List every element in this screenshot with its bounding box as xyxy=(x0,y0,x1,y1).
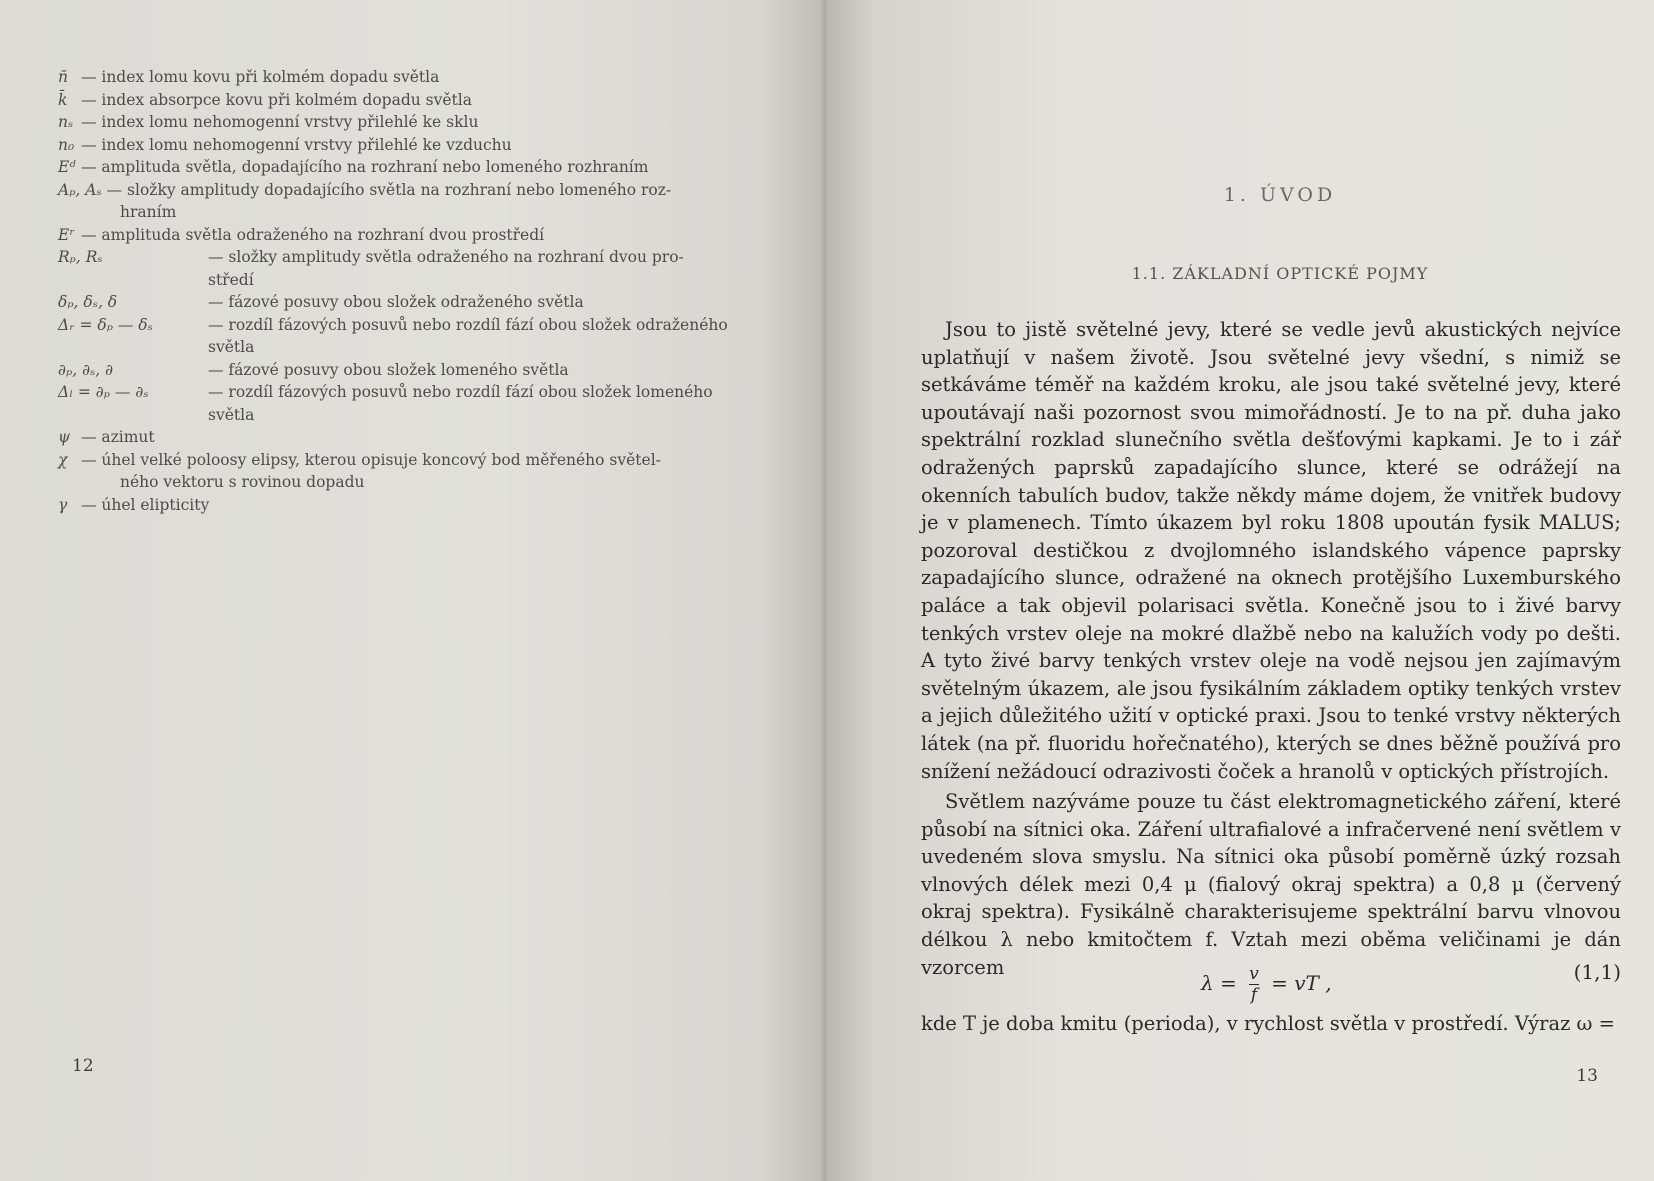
symbol-row xyxy=(58,224,758,247)
symbol: γ xyxy=(58,495,68,514)
formula-number: (1,1) xyxy=(1573,960,1621,984)
symbol-row xyxy=(58,449,758,494)
symbol-row xyxy=(58,111,758,134)
formula-fraction xyxy=(1249,964,1259,1005)
symbol-text xyxy=(208,246,758,291)
symbol-description: — index absorpce kovu při kolmém dopadu světla xyxy=(80,90,472,109)
symbol-description: — azimut xyxy=(80,428,155,446)
symbol-description: — složky amplitudy světla odraženého na rozhraní dvou pro- xyxy=(208,248,684,266)
symbol-row xyxy=(58,66,758,89)
symbol: nₛ xyxy=(58,113,74,131)
symbol-text xyxy=(208,314,758,359)
symbol-description: — index lomu nehomogenní vrstvy přilehlé ke sklu xyxy=(80,113,479,131)
symbol-description: — amplituda světla odraženého na rozhraní dvou prostředí xyxy=(80,225,545,244)
formula-expression xyxy=(1201,964,1332,1005)
symbol-description-continuation: světla xyxy=(208,338,255,356)
symbol: k̄ xyxy=(58,90,68,109)
formula-numerator: v xyxy=(1249,964,1259,984)
symbol-row xyxy=(58,156,758,179)
symbol-description: — amplituda světla, dopadajícího na rozhraní nebo lomeného rozhraním xyxy=(80,158,649,176)
formula-1-1 xyxy=(921,950,1621,1005)
symbol-description-continuation: ného vektoru s rovinou dopadu xyxy=(120,473,365,491)
symbol-row xyxy=(58,314,758,359)
symbol-text xyxy=(81,113,479,131)
symbol: ∂ₚ, ∂ₛ, ∂ xyxy=(58,360,114,379)
symbol-description-continuation: středí xyxy=(208,270,254,289)
symbol: δₚ, δₛ, δ xyxy=(58,293,118,311)
symbol-row xyxy=(58,359,758,382)
symbol-description: — rozdíl fázových posuvů nebo rozdíl fází obou složek odraženého xyxy=(208,315,728,334)
symbol-row xyxy=(58,291,758,314)
symbol-text xyxy=(208,359,758,382)
symbol: Rₚ, Rₛ xyxy=(58,248,103,266)
symbol-text xyxy=(81,226,544,244)
symbol-text xyxy=(208,381,758,426)
symbol-row xyxy=(58,381,758,426)
symbol-description: — fázové posuvy obou složek lomeného světla xyxy=(208,360,569,379)
symbol-text xyxy=(81,68,439,86)
symbol: Eʳ xyxy=(58,225,75,244)
left-page xyxy=(0,0,826,1181)
paragraph-2: Světlem nazýváme pouze tu část elektromagnetického záření, které působí na sítnici oka. Záření ultrafialové a infračervené není světlem v uvedeném slova smyslu. Na sítnici oka působí poměrně úzký rozsah vlnových délek mezi 0,4 μ (fialový okraj spektra) a 0,8 μ (červený okraj spektra). Fysikálně charakterisujeme spektrální barvu vlnovou délkou λ nebo kmitočtem f. Vztah mezi oběma veličinami je dán vzorcem xyxy=(921,790,1621,979)
symbol-row xyxy=(58,494,758,517)
symbol: ψ xyxy=(58,428,71,446)
symbol-description: — úhel elipticity xyxy=(80,495,210,514)
chapter-title: 1. ÚVOD xyxy=(1223,184,1337,206)
symbol-row xyxy=(58,246,758,291)
symbol-row xyxy=(58,179,758,224)
symbol-description-continuation: hraním xyxy=(120,203,177,221)
symbol-row xyxy=(58,89,758,112)
formula-lhs: λ = xyxy=(1201,971,1237,995)
symbol: n̄ xyxy=(58,68,68,86)
symbol-description: — index lomu nehomogenní vrstvy přilehlé ke vzduchu xyxy=(80,135,512,154)
section-title: 1.1. ZÁKLADNÍ OPTICKÉ POJMY xyxy=(1131,264,1429,283)
symbol: Δᵣ = δₚ — δₛ xyxy=(58,315,153,334)
body-text xyxy=(921,316,1621,981)
symbol-text xyxy=(81,496,209,514)
symbol-text xyxy=(81,91,472,109)
symbol-text xyxy=(208,291,758,314)
formula-rhs: = vT , xyxy=(1271,971,1332,995)
symbol: Aₚ, Aₛ xyxy=(58,180,102,199)
symbol: Δₗ = ∂ₚ — ∂ₛ xyxy=(58,383,149,401)
page-number-right: 13 xyxy=(1576,1066,1598,1086)
symbol-description: — složky amplitudy dopadajícího světla na rozhraní nebo lomeného roz- xyxy=(106,180,672,199)
symbol-description: — fázové posuvy obou složek odraženého světla xyxy=(208,293,584,311)
symbol-text xyxy=(81,136,512,154)
symbol-description-continuation: světla xyxy=(208,405,255,424)
symbol-row xyxy=(58,134,758,157)
right-page xyxy=(826,0,1654,1181)
formula-denominator: f xyxy=(1250,985,1258,1005)
symbol-text xyxy=(81,158,649,176)
symbol-list xyxy=(58,66,758,516)
symbol-description: — index lomu kovu při kolmém dopadu světla xyxy=(80,68,440,86)
symbol: Eᵈ xyxy=(58,158,76,176)
page-number-left: 12 xyxy=(72,1056,94,1076)
last-line: kde T je doba kmitu (perioda), v rychlost světla v prostředí. Výraz ω = xyxy=(921,1012,1615,1035)
symbol-text xyxy=(81,428,155,446)
symbol-description: — úhel velké poloosy elipsy, kterou opisuje koncový bod měřeného světel- xyxy=(80,450,661,469)
symbol-description: — rozdíl fázových posuvů nebo rozdíl fází obou složek lomeného xyxy=(208,383,713,401)
paragraph-1: Jsou to jistě světelné jevy, které se vedle jevů akustických nejvíce uplatňují v našem životě. Jsou světelné jevy všední, s nimiž se setkáváme téměř na každém kroku, ale jsou také světelné jevy, které upoutávají naši pozornost svou mimořádností. Je to na př. duha jako spektrální rozklad slunečního světla dešťovými kapkami. Je to i zář odražených paprsků zapadajícího slunce, které se odrážejí na okenních tabulích budov, takže někdy máme dojem, že vnitřek budovy je v plamenech. Tímto úkazem byl roku 1808 upoután fysik MALUS; pozoroval destičkou z dvojlomného islandského vápence paprsky zapadajícího slunce, odražené na oknech protějšího Luxemburského paláce a tak objevil polarisaci světla. Konečně jsou to i živé barvy tenkých vrstev oleje na mokré dlažbě nebo na kalužích vody po dešti. A tyto živé barvy tenkých vrstev oleje na vodě nejsou jen zajímavým světelným úkazem, ale jsou fysikálním základem optiky tenkých vrstev a jejich důležitého užití v optické praxi. Jsou to tenké vrstvy některých látek (na př. fluoridu hořečnatého), kterých se dnes běžně používá pro snížení nežádoucí odrazivosti čoček a hranolů v optických přístrojích. xyxy=(921,318,1621,783)
symbol: n₀ xyxy=(58,135,75,154)
symbol: χ xyxy=(58,450,68,469)
symbol-row xyxy=(58,426,758,449)
